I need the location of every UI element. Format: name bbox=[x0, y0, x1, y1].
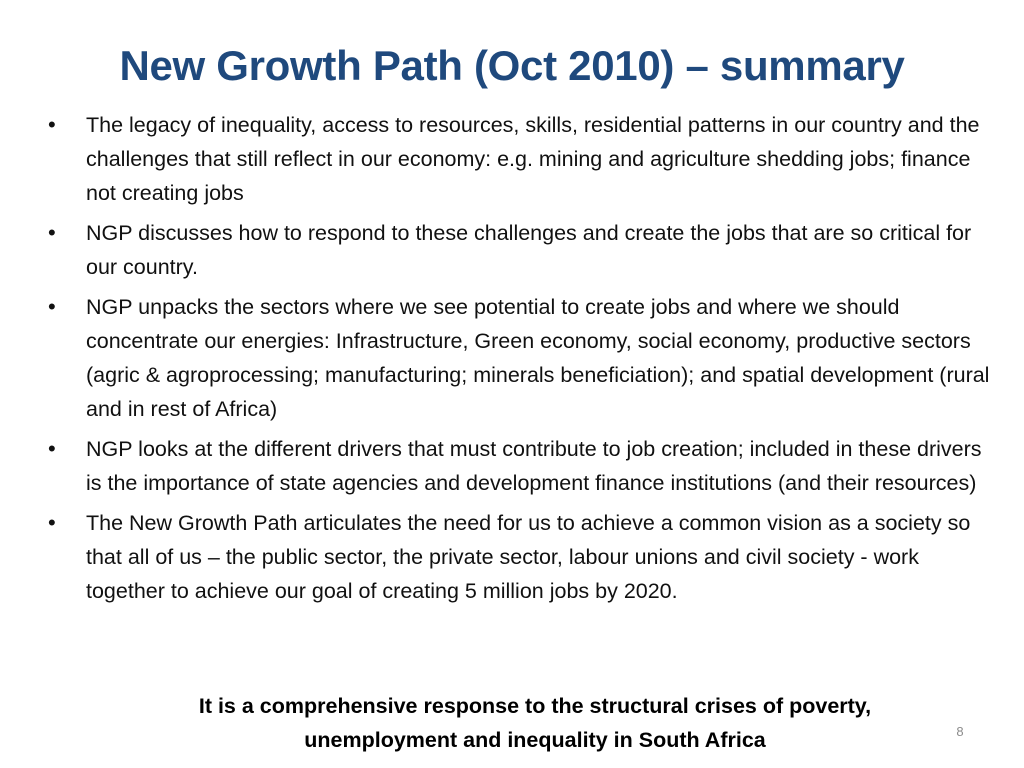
bullet-icon: • bbox=[48, 436, 56, 461]
bullet-text: NGP looks at the different drivers that must contribute to job creation; included in these drivers is the importance of state agencies and development finance institutions (and their resources) bbox=[86, 437, 982, 495]
bullet-list bbox=[48, 108, 992, 614]
bullet-text: The legacy of inequality, access to resources, skills, residential patterns in our country and the challenges that still reflect in our economy: e.g. mining and agriculture shedding jobs; finance not creating jobs bbox=[86, 113, 980, 205]
slide-number: 8 bbox=[956, 724, 964, 739]
bullet-item bbox=[48, 432, 992, 500]
bullet-item bbox=[48, 108, 992, 210]
bullet-item bbox=[48, 506, 992, 608]
slide-title: New Growth Path (Oct 2010) – summary bbox=[119, 42, 905, 89]
bullet-text: NGP discusses how to respond to these challenges and create the jobs that are so critical for our country. bbox=[86, 221, 972, 279]
bullet-item bbox=[48, 216, 992, 284]
bullet-text: NGP unpacks the sectors where we see potential to create jobs and where we should concentrate our energies: Infrastructure, Green economy, social economy, productive sectors (agric & agroprocessing; manufacturing; minerals beneficiation); and spatial development (rural and in rest of Africa) bbox=[86, 295, 990, 421]
conclusion-statement: It is a comprehensive response to the structural crises of poverty, unemployment and inequality in South Africa bbox=[198, 694, 872, 752]
bullet-item bbox=[48, 290, 992, 426]
bullet-icon: • bbox=[48, 294, 56, 319]
bullet-text: The New Growth Path articulates the need for us to achieve a common vision as a society so that all of us – the public sector, the private sector, labour unions and civil society - work together to achieve our goal of creating 5 million jobs by 2020. bbox=[86, 511, 971, 603]
bullet-icon: • bbox=[48, 220, 56, 245]
bullet-icon: • bbox=[48, 510, 56, 535]
bullet-icon: • bbox=[48, 112, 56, 137]
